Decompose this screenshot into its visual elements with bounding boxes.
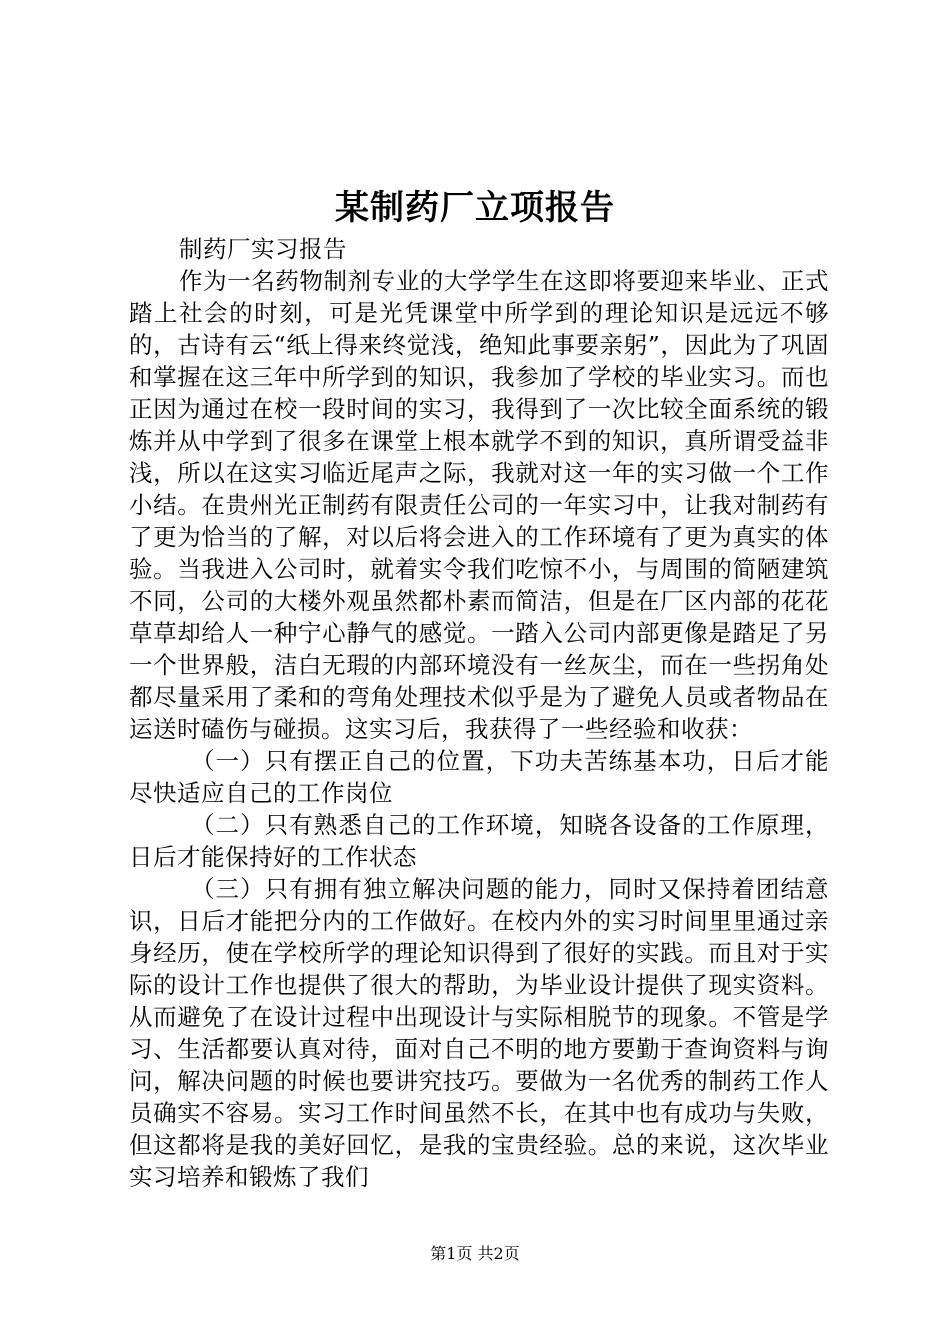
document-body [129,233,829,1193]
paragraph-item-2: （二）只有熟悉自己的工作环境，知晓各设备的工作原理，日后才能保持好的工作状态 [129,811,829,871]
page-title: 某制药厂立项报告 [335,188,615,228]
paragraph-item-1: （一）只有摆正自己的位置，下功夫苦练基本功，日后才能尽快适应自己的工作岗位 [129,747,829,807]
document-subtitle: 制药厂实习报告 [179,235,347,263]
page-footer: 第1页 共2页 [430,1244,520,1263]
paragraph-item-3: （三）只有拥有独立解决问题的能力，同时又保持着团结意识，日后才能把分内的工作做好。在校内外的实习时间里里通过亲身经历，使在学校所学的理论知识得到了很好的实践。而且对于实际的设计工作也提供了很大的帮助，为毕业设计提供了现实资料。从而避免了在设计过程中出现设计与实际相脱节的现象。不管是学习、生活都要认真对待，面对自己不明的地方要勤于查询资料与询问，解决问题的时候也要讲究技巧。要做为一名优秀的制药工作人员确实不容易。实习工作时间虽然不长，在其中也有成功与失败，但这都将是我的美好回忆，是我的宝贵经验。总的来说，这次毕业实习培养和锻炼了我们 [129,875,829,1191]
paragraph-intro: 作为一名药物制剂专业的大学学生在这即将要迎来毕业、正式踏上社会的时刻，可是光凭课堂中所学到的理论知识是远远不够的，古诗有云“纸上得来终觉浅，绝知此事要亲躬”，因此为了巩固和掌握在这三年中所学到的知识，我参加了学校的毕业实习。而也正因为通过在校一段时间的实习，我得到了一次比较全面系统的锻炼并从中学到了很多在课堂上根本就学不到的知识，真所谓受益非浅，所以在这实习临近尾声之际，我就对这一年的实习做一个工作小结。在贵州光正制药有限责任公司的一年实习中，让我对制药有了更为恰当的了解，对以后将会进入的工作环境有了更为真实的体验。当我进入公司时，就着实令我们吃惊不小，与周围的简陋建筑不同，公司的大楼外观虽然都朴素而简洁，但是在厂区内部的花花草草却给人一种宁心静气的感觉。一踏入公司内部更像是踏足了另一个世界般，洁白无瑕的内部环境没有一丝灰尘，而在一些拐角处都尽量采用了柔和的弯角处理技术似乎是为了避免人员或者物品在运送时磕伤与碰损。这实习后，我获得了一些经验和收获： [129,267,829,743]
